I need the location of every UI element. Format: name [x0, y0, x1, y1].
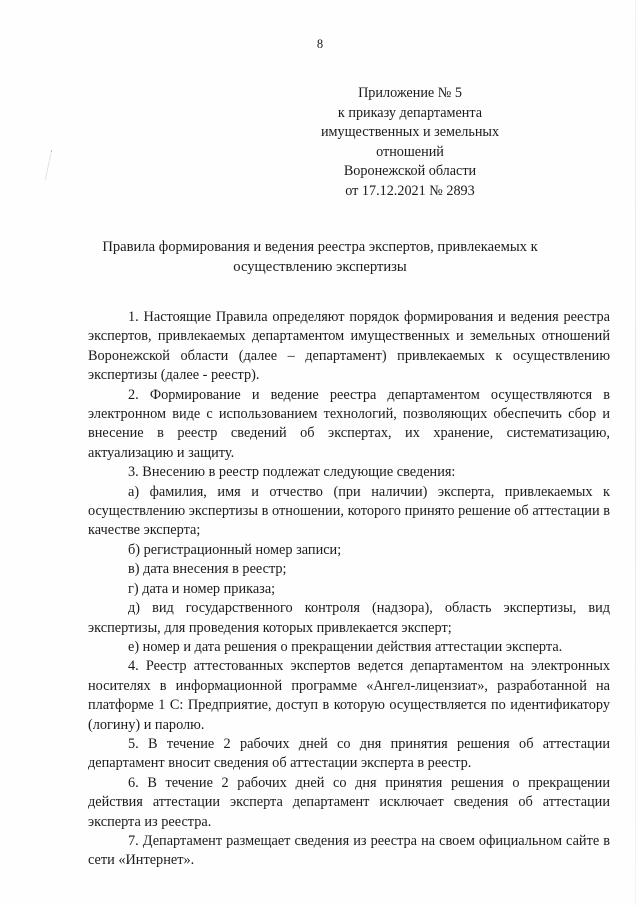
paragraph-3e: д) вид государственного контроля (надзора), область экспертизы, вид экспертизы, для проведения которых привлекается эксперт;: [88, 600, 610, 636]
paragraph-3b: б) регистрационный номер записи;: [128, 541, 342, 558]
appendix-line: Приложение № 5: [358, 85, 462, 101]
scan-edge-shadow: [635, 0, 636, 905]
appendix-line: Воронежской области: [343, 163, 477, 180]
paragraph-3c: в) дата внесения в реестр;: [128, 561, 287, 578]
appendix-header: [310, 84, 510, 202]
paragraph-3a: а) фамилия, имя и отчество (при наличии) эксперта, привлекаемых к осуществлению экспертизы в отношении, которого принято решение об аттестации в качестве эксперта;: [88, 483, 610, 539]
paragraph-3: 3. Внесению в реестр подлежат следующие сведения:: [128, 464, 456, 481]
paragraph-3d: г) дата и номер приказа;: [128, 580, 276, 597]
paragraph-4: 4. Реестр аттестованных экспертов ведется департаментом на электронных носителях в информационной программе «Ангел-лицензиат», разработанной на платформе 1 С: Предприятие, доступ в которую осуществляется по идентификатору (логину) и паролю.: [88, 658, 610, 733]
paragraph-5: 5. В течение 2 рабочих дней со дня принятия решения об аттестации департамент вносит сведения об аттестации эксперта в реестр.: [88, 735, 610, 772]
scan-artifact: [45, 150, 56, 180]
appendix-line: от 17.12.2021 № 2893: [345, 182, 475, 199]
appendix-line: отношений: [376, 143, 444, 160]
paragraph-6: 6. В течение 2 рабочих дней со дня принятия решения о прекращении действия аттестации эксперта департамент исключает сведения об аттестации эксперта из реестра.: [88, 774, 610, 830]
appendix-line: к приказу департамента: [337, 104, 483, 121]
paragraph-3f: е) номер и дата решения о прекращении действия аттестации эксперта.: [128, 638, 563, 655]
paragraph-7: 7. Департамент размещает сведения из реестра на своем официальном сайте в сети «Интернет».: [88, 832, 610, 869]
document-body: [88, 308, 610, 871]
document-title: Правила формирования и ведения реестра экспертов, привлекаемых к осуществлению экспертизы: [102, 239, 538, 275]
appendix-line: имущественных и земельных: [320, 124, 500, 141]
paragraph-2: 2. Формирование и ведение реестра департаментом осуществляются в электронном виде с использованием технологий, позволяющих обеспечить сбор и внесение в реестр сведений об экспертах, их хранение, систематизацию, актуализацию и защиту.: [88, 386, 610, 461]
page-number: 8: [316, 37, 324, 51]
paragraph-1: 1. Настоящие Правила определяют порядок формирования и ведения реестра экспертов, привлекаемых департаментом имущественных и земельных отношений Воронежской области (далее – департамент) привлекаемых к осуществлению экспертизы (далее - реестр).: [88, 309, 610, 384]
